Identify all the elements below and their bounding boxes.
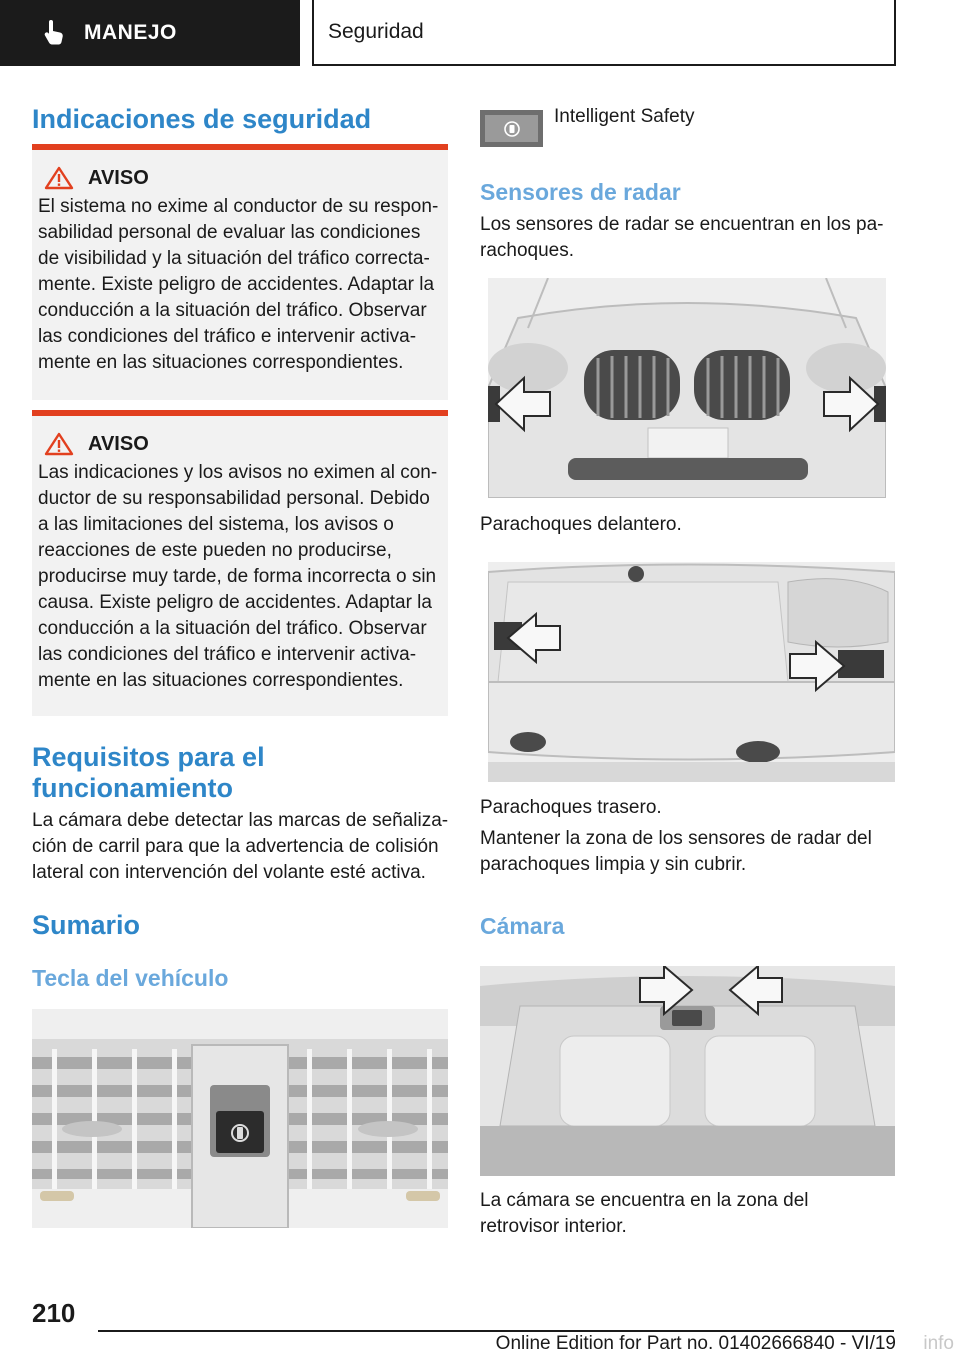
warning-text: El sistema no exime al conductor de su responsabilidad personal de evaluar las condiciones de visibilidad y la situación del tráfico correctamente. Existe peligro de accidentes. Adaptar la conducción a la situación del tráfico. Observar las condiciones del tráfico e intervenir activamente en las situaciones correspondientes. [38,196,439,373]
camera-illustration [480,966,895,1176]
warning-box-1 [32,144,448,400]
front-bumper-illustration [488,278,886,498]
hand-pointer-icon [42,20,68,46]
heading-radar: Sensores de radar [480,179,681,205]
caption-front-bumper: Parachoques delantero. [480,514,682,535]
vehicle-button-image [32,1009,448,1228]
warning-triangle-icon [44,432,74,456]
section-header [312,0,896,66]
caption-camara: La cámara se encuentra en la zona del retrovisor interior. [480,1190,809,1237]
warning-header [40,166,440,190]
heading-tecla: Tecla del vehículo [32,965,229,991]
mantener-text: Mantener la zona de los sensores de radar del parachoques limpia y sin cubrir. [480,828,872,875]
rear-bumper-image [488,562,895,782]
camera-image [480,966,895,1176]
caption-rear-bumper: Parachoques trasero. [480,797,662,818]
rear-bumper-illustration [488,562,895,782]
page-number: 210 [32,1298,76,1328]
intelligent-safety-label: Intelligent Safety [554,106,695,127]
section-title: Seguridad [328,20,424,43]
requisitos-text: La cámara debe detectar las marcas de señalización de carril para que la advertencia de colisión lateral con intervención del volante esté activa. [32,810,449,883]
warning-text: Las indicaciones y los avisos no eximen al conductor de su responsabilidad personal. Debido a las limitaciones del sistema, los avisos o reacciones de este pueden no producirse, producirse muy tarde, de forma incorrecta o sin causa. Existe peligro de accidentes. Adaptar la conducción a la situación del tráfico. Observar las condiciones del tráfico e intervenir activamente en las situaciones correspondientes. [38,462,438,691]
heading-requisitos: Requisitos para el funcionamiento [32,742,265,803]
intelligent-safety-icon [501,120,523,138]
chapter-tab [0,0,300,66]
footer-edition: Online Edition for Part no. 01402666840 - VI/19 [495,1333,896,1354]
front-bumper-image [488,278,886,498]
chapter-label: MANEJO [84,21,177,44]
warning-label: AVISO [88,166,149,189]
grille-button-illustration [32,1009,448,1228]
heading-camara: Cámara [480,913,565,939]
heading-sumario: Sumario [32,910,141,940]
radar-text: Los sensores de radar se encuentran en los parachoques. [480,214,884,261]
intelligent-safety-button-image [480,110,543,147]
footer-watermark: info [923,1333,954,1354]
warning-box-2 [32,410,448,716]
footer-divider [98,1330,894,1332]
warning-header [40,432,440,456]
warning-triangle-icon [44,166,74,190]
button-face [485,115,538,142]
warning-label: AVISO [88,432,149,455]
heading-indicaciones: Indicaciones de seguridad [32,104,372,134]
